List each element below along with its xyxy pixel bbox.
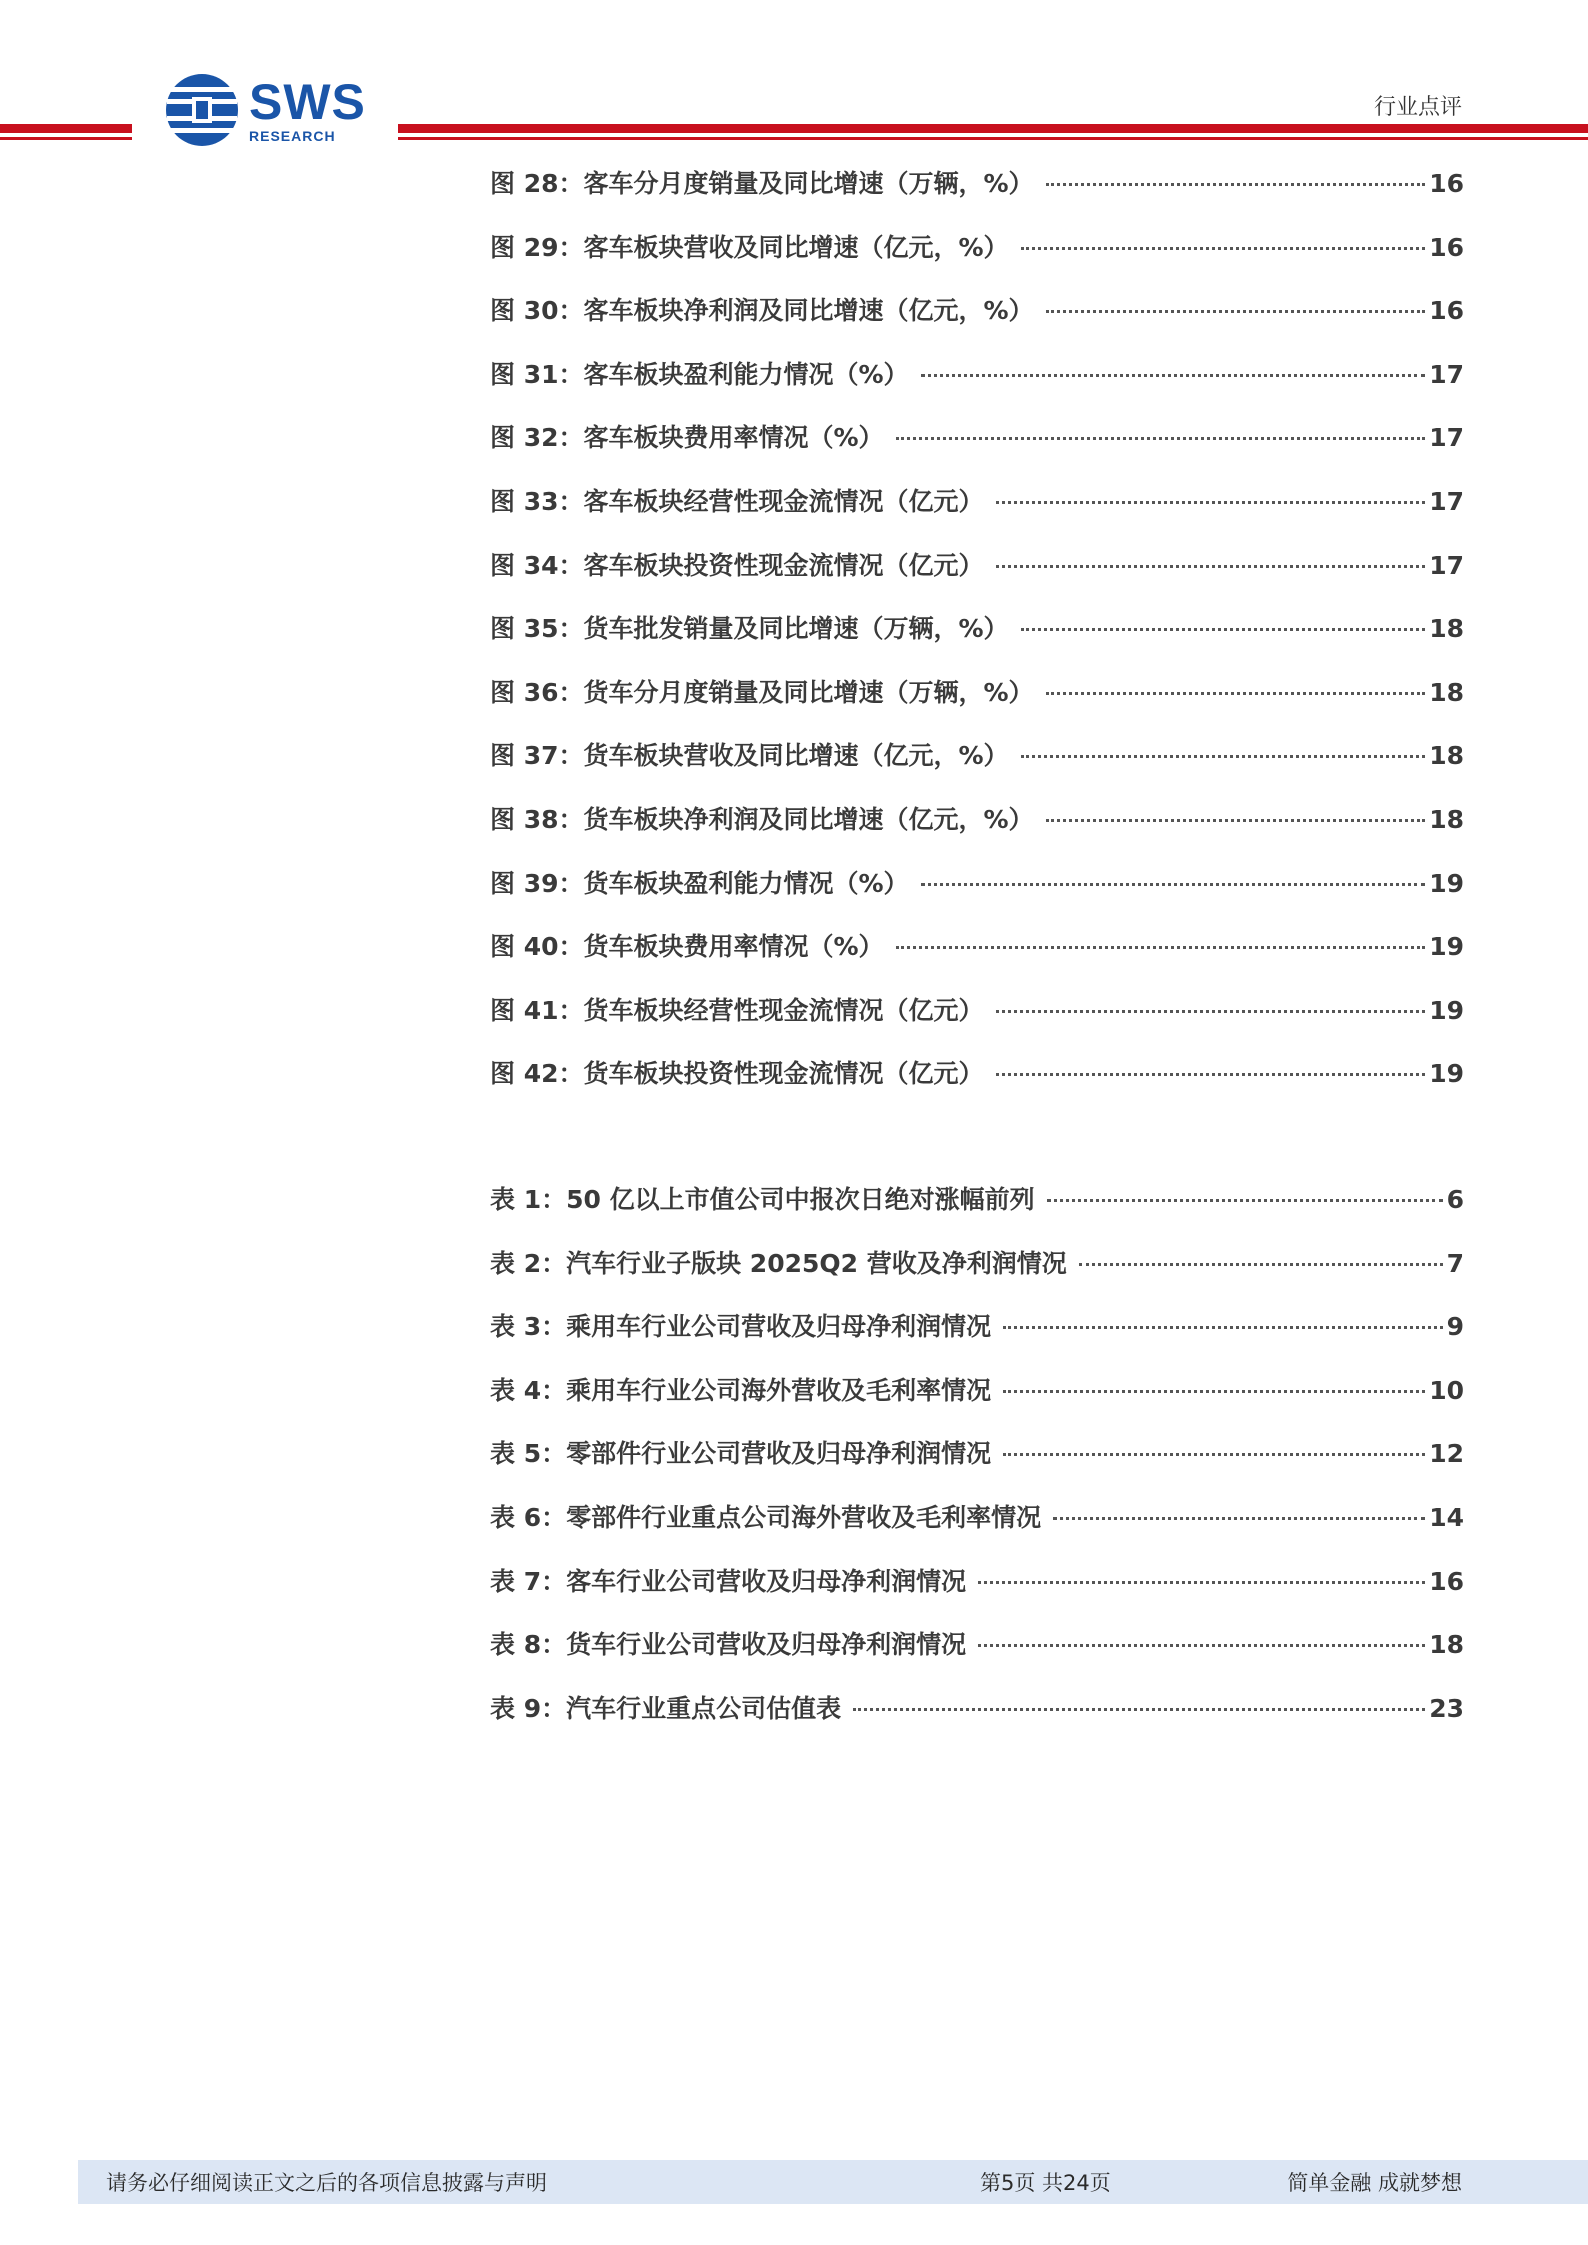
toc-entry-page: 7 bbox=[1446, 1248, 1464, 1278]
leader-dots bbox=[896, 437, 1426, 440]
logo-sub-text: RESEARCH bbox=[249, 128, 336, 144]
header-rule-right bbox=[398, 124, 1588, 140]
toc-entry-label: 图 29：客车板块营收及同比增速（亿元，%） bbox=[490, 232, 1009, 262]
leader-dots bbox=[1079, 1263, 1443, 1266]
toc-entry-label: 图 36：货车分月度销量及同比增速（万辆，%） bbox=[490, 677, 1034, 707]
toc-entry-label: 图 32：客车板块费用率情况（%） bbox=[490, 423, 884, 453]
sws-logo bbox=[165, 70, 366, 150]
leader-dots bbox=[1047, 1199, 1443, 1202]
toc-entry-page: 23 bbox=[1429, 1693, 1464, 1723]
report-category: 行业点评 bbox=[1373, 95, 1462, 120]
toc-entry[interactable] bbox=[490, 1244, 1464, 1308]
toc-entry-page: 18 bbox=[1429, 677, 1464, 707]
toc-entry-label: 图 34：客车板块投资性现金流情况（亿元） bbox=[490, 550, 984, 580]
leader-dots bbox=[921, 374, 1426, 377]
toc-entry-label: 图 35：货车批发销量及同比增速（万辆，%） bbox=[490, 614, 1009, 644]
toc-entry-page: 10 bbox=[1429, 1375, 1464, 1405]
toc-entry[interactable] bbox=[490, 673, 1464, 737]
toc-entry[interactable] bbox=[490, 1307, 1464, 1371]
toc-entry-page: 17 bbox=[1429, 486, 1464, 516]
leader-dots bbox=[996, 1010, 1426, 1013]
toc-entry-label: 图 28：客车分月度销量及同比增速（万辆，%） bbox=[490, 169, 1034, 198]
toc-entry-page: 16 bbox=[1429, 296, 1464, 326]
toc-entry-page: 17 bbox=[1429, 423, 1464, 453]
leader-dots bbox=[1021, 755, 1426, 758]
toc-entry[interactable] bbox=[490, 228, 1464, 292]
toc-entry[interactable] bbox=[490, 482, 1464, 546]
logo-brand-text: SWS bbox=[249, 74, 366, 130]
leader-dots bbox=[996, 501, 1426, 504]
toc-entry[interactable] bbox=[490, 418, 1464, 482]
toc-entry-page: 18 bbox=[1429, 1630, 1464, 1660]
toc-entry-page: 19 bbox=[1429, 932, 1464, 962]
toc-entry-page: 17 bbox=[1429, 359, 1464, 389]
leader-dots bbox=[978, 1581, 1425, 1584]
toc-entry-label: 图 38：货车板块净利润及同比增速（亿元，%） bbox=[490, 804, 1034, 834]
toc-entry-label: 表 5：零部件行业公司营收及归母净利润情况 bbox=[490, 1439, 992, 1469]
toc-entry-page: 16 bbox=[1429, 232, 1464, 262]
toc-entry-label: 图 40：货车板块费用率情况（%） bbox=[490, 932, 884, 962]
toc-entry[interactable] bbox=[490, 1689, 1464, 1753]
leader-dots bbox=[1046, 310, 1426, 313]
toc-entry[interactable] bbox=[490, 1371, 1464, 1435]
toc-entry-label: 表 7：客车行业公司营收及归母净利润情况 bbox=[490, 1566, 967, 1596]
toc-entry-page: 9 bbox=[1446, 1312, 1464, 1342]
toc-entry-page: 16 bbox=[1429, 169, 1464, 198]
table-list bbox=[490, 1180, 1464, 1752]
leader-dots bbox=[996, 1073, 1426, 1076]
toc-entry[interactable] bbox=[490, 1498, 1464, 1562]
footer-page-number: 第5页 共24页 bbox=[980, 2171, 1111, 2195]
leader-dots bbox=[1021, 628, 1426, 631]
leader-dots bbox=[1003, 1326, 1442, 1329]
header-rule-left bbox=[0, 124, 132, 140]
toc-entry[interactable] bbox=[490, 291, 1464, 355]
toc-entry[interactable] bbox=[490, 164, 1464, 228]
toc-entry[interactable] bbox=[490, 1180, 1464, 1244]
toc-entry[interactable] bbox=[490, 1054, 1464, 1118]
toc-entry-label: 图 41：货车板块经营性现金流情况（亿元） bbox=[490, 995, 984, 1025]
toc-entry-page: 14 bbox=[1429, 1502, 1464, 1532]
toc-entry[interactable] bbox=[490, 800, 1464, 864]
sws-logo-mark bbox=[165, 73, 239, 147]
toc-entry-label: 图 33：客车板块经营性现金流情况（亿元） bbox=[490, 486, 984, 516]
toc-entry-label: 图 31：客车板块盈利能力情况（%） bbox=[490, 359, 909, 389]
toc-entry[interactable] bbox=[490, 736, 1464, 800]
page-footer bbox=[78, 2160, 1588, 2204]
toc-entry-page: 19 bbox=[1429, 868, 1464, 898]
leader-dots bbox=[896, 946, 1426, 949]
toc-entry[interactable] bbox=[490, 991, 1464, 1055]
toc-entry[interactable] bbox=[490, 1434, 1464, 1498]
leader-dots bbox=[1046, 819, 1426, 822]
leader-dots bbox=[1053, 1517, 1425, 1520]
toc-entry-label: 表 6：零部件行业重点公司海外营收及毛利率情况 bbox=[490, 1502, 1042, 1532]
toc-entry[interactable] bbox=[490, 546, 1464, 610]
toc-entry-label: 图 39：货车板块盈利能力情况（%） bbox=[490, 868, 909, 898]
leader-dots bbox=[853, 1708, 1425, 1711]
toc-entry-page: 19 bbox=[1429, 995, 1464, 1025]
toc-entry-label: 表 3：乘用车行业公司营收及归母净利润情况 bbox=[490, 1312, 992, 1342]
toc-entry-page: 18 bbox=[1429, 804, 1464, 834]
toc-entry-label: 表 2：汽车行业子版块 2025Q2 营收及净利润情况 bbox=[490, 1248, 1067, 1278]
toc-entry-page: 18 bbox=[1429, 741, 1464, 771]
leader-dots bbox=[1046, 183, 1426, 186]
leader-dots bbox=[978, 1644, 1425, 1647]
toc-entry-label: 表 9：汽车行业重点公司估值表 bbox=[490, 1693, 842, 1723]
toc-entry-label: 表 4：乘用车行业公司海外营收及毛利率情况 bbox=[490, 1375, 992, 1405]
toc-entry-label: 图 37：货车板块营收及同比增速（亿元，%） bbox=[490, 741, 1009, 771]
leader-dots bbox=[1046, 692, 1426, 695]
toc-entry[interactable] bbox=[490, 355, 1464, 419]
leader-dots bbox=[1003, 1390, 1425, 1393]
toc-entry-page: 18 bbox=[1429, 614, 1464, 644]
leader-dots bbox=[1003, 1453, 1425, 1456]
toc-entry[interactable] bbox=[490, 1562, 1464, 1626]
leader-dots bbox=[921, 883, 1426, 886]
toc-entry-label: 图 30：客车板块净利润及同比增速（亿元，%） bbox=[490, 296, 1034, 326]
toc-entry-page: 17 bbox=[1429, 550, 1464, 580]
toc-entry[interactable] bbox=[490, 609, 1464, 673]
leader-dots bbox=[996, 565, 1426, 568]
toc-entry-page: 12 bbox=[1429, 1439, 1464, 1469]
toc-entry-label: 表 8：货车行业公司营收及归母净利润情况 bbox=[490, 1630, 967, 1660]
toc-entry-page: 16 bbox=[1429, 1566, 1464, 1596]
toc-entry-page: 6 bbox=[1446, 1185, 1464, 1214]
toc-entry-page: 19 bbox=[1429, 1059, 1464, 1089]
leader-dots bbox=[1021, 247, 1426, 250]
toc-entry[interactable] bbox=[490, 1625, 1464, 1689]
toc-entry[interactable] bbox=[490, 864, 1464, 928]
footer-disclaimer: 请务必仔细阅读正文之后的各项信息披露与声明 bbox=[106, 2171, 547, 2195]
toc-entry-label: 表 1：50 亿以上市值公司中报次日绝对涨幅前列 bbox=[490, 1185, 1035, 1214]
footer-slogan: 简单金融 成就梦想 bbox=[1287, 2171, 1462, 2195]
figure-list bbox=[490, 164, 1464, 1118]
toc-entry[interactable] bbox=[490, 927, 1464, 991]
toc-entry-label: 图 42：货车板块投资性现金流情况（亿元） bbox=[490, 1059, 984, 1089]
